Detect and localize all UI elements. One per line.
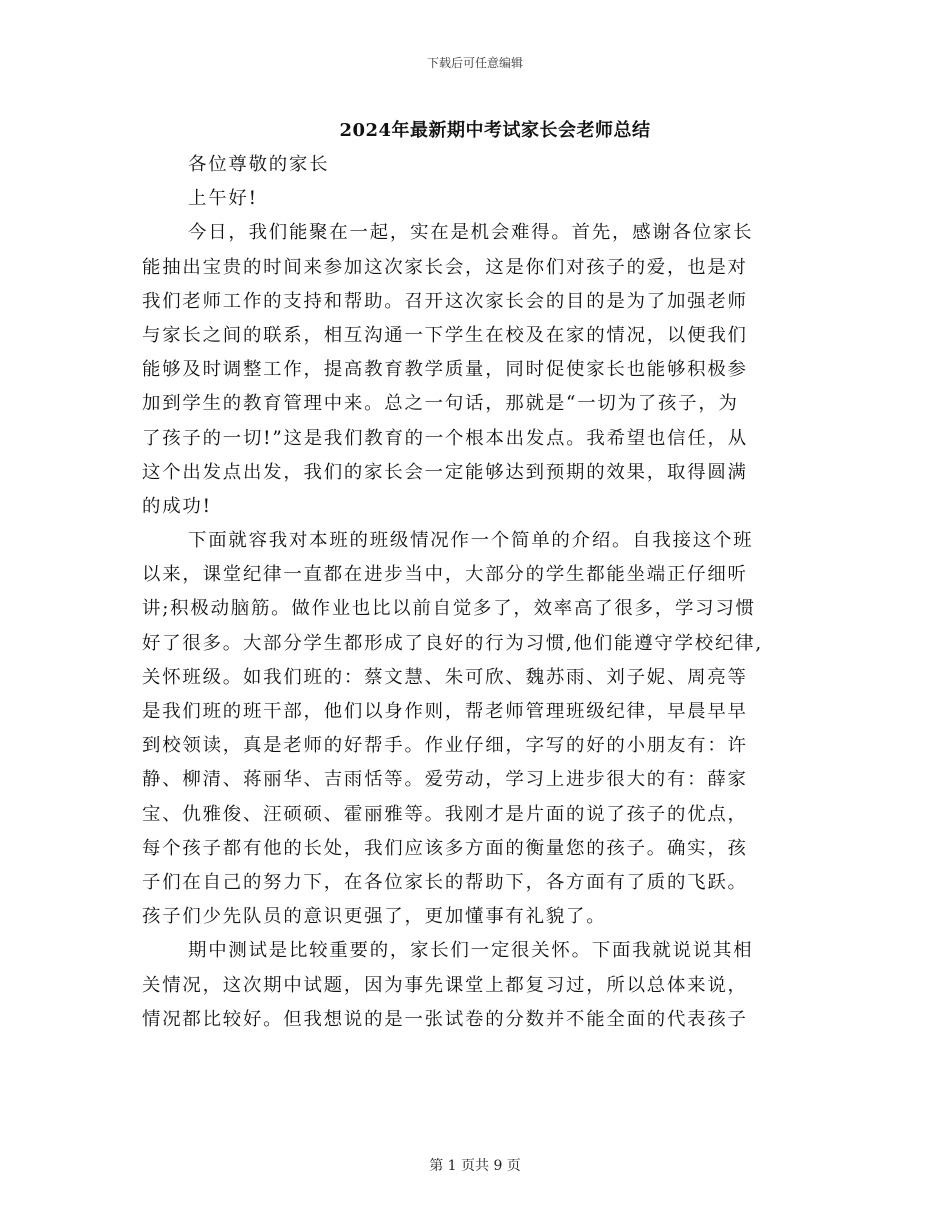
text-line: 是我们班的班干部，他们以身作则，帮老师管理班级纪律，早晨早早 [142,701,748,722]
text-line: 与家长之间的联系，相互沟通一下学生在校及在家的情况，以便我们 [142,324,748,346]
text-line: 期中测试是比较重要的，家长们一定很关怀。下面我就说说其相 [188,940,754,962]
text-line: 情况都比较好。但我想说的是一张试卷的分数并不能全面的代表孩子 [142,1008,748,1030]
document-title: 2024年最新期中考试家长会老师总结 [339,120,651,141]
text-line: 到校领读，真是老师的好帮手。作业仔细，字写的好的小朋友有：许 [142,735,748,757]
text-line: 关情况，这次期中试题，因为事先课堂上都复习过，所以总体来说， [142,974,748,996]
text-line: 以来，课堂纪律一直都在进步当中，大部分的学生都能坐端正仔细听 [142,564,748,586]
text-line: 关怀班级。如我们班的：蔡文慧、朱可欣、魏苏雨、刘子妮、周亮等 [142,666,748,688]
text-line: 宝、仇雅俊、汪硕硕、霍丽雅等。我刚才是片面的说了孩子的优点， [142,803,748,825]
text-line: 好了很多。大部分学生都形成了良好的行为习惯,他们能遵守学校纪律, [142,632,764,654]
text-line: 这个出发点出发，我们的家长会一定能够达到预期的效果，取得圆满 [142,461,748,483]
header-note: 下载后可任意编辑 [426,56,523,70]
text-line: 上午好! [188,188,258,210]
text-line: 每个孩子都有他的长处，我们应该多方面的衡量您的孩子。确实，孩 [142,837,748,859]
text-line: 能抽出宝贵的时间来参加这次家长会，这是你们对孩子的爱，也是对 [142,256,748,278]
text-line: 下面就容我对本班的班级情况作一个简单的介绍。自我接这个班 [188,530,754,552]
document-body [142,148,812,1037]
text-line: 加到学生的教育管理中来。总之一句话，那就是“一切为了孩子，为 [142,393,739,415]
text-line: 了孩子的一切!”这是我们教育的一个根本出发点。我希望也信任，从 [142,427,748,449]
text-line: 今日，我们能聚在一起，实在是机会难得。首先，感谢各位家长 [188,222,754,244]
text-line: 子们在自己的努力下，在各位家长的帮助下，各方面有了质的飞跃。 [142,871,748,893]
text-line: 各位尊敬的家长 [188,154,330,175]
page-footer: 第 1 页共 9 页 [429,1158,521,1174]
text-line: 静、柳清、蒋丽华、吉雨恬等。爱劳动，学习上进步很大的有：薛家 [142,769,748,791]
text-line: 孩子们少先队员的意识更强了，更加懂事有礼貌了。 [142,906,607,928]
text-line: 我们老师工作的支持和帮助。召开这次家长会的目的是为了加强老师 [142,290,748,312]
text-line: 的成功! [142,495,212,517]
text-line: 能够及时调整工作，提高教育教学质量，同时促使家长也能够积极参 [142,359,748,381]
text-line: 讲;积极动脑筋。做作业也比以前自觉多了，效率高了很多，学习习惯 [142,598,756,620]
